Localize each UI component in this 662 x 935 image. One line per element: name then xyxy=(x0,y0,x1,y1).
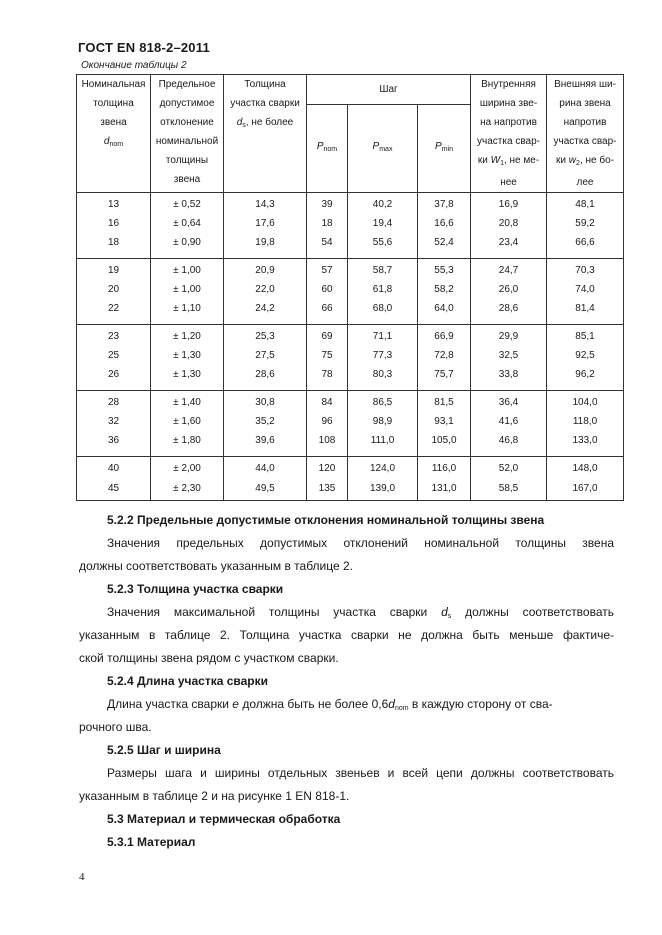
table-cell: 78 xyxy=(307,365,348,385)
section-5-2-2-text: должны соответствовать указанным в таблице 2. xyxy=(79,559,353,573)
table-cell: 36,4 xyxy=(471,391,547,413)
table-cell: 66,6 xyxy=(547,233,624,253)
table-cell: 84 xyxy=(307,391,348,413)
table-cell: 52,4 xyxy=(418,233,471,253)
table-row xyxy=(77,365,624,385)
table-cell: 60 xyxy=(307,280,348,299)
header-weld-thickness: Толщина участка сварки $d_s$, не более xyxy=(224,75,307,193)
table-cell: 44,0 xyxy=(224,457,307,479)
table-cell: 25 xyxy=(77,346,151,365)
table-cell: 167,0 xyxy=(547,478,624,501)
table-cell: 29,9 xyxy=(471,325,547,347)
table-cell: 80,3 xyxy=(348,365,418,385)
table-cell: 16 xyxy=(77,214,151,233)
table-cell: 70,3 xyxy=(547,259,624,281)
table-row xyxy=(77,214,624,233)
table-cell: 96,2 xyxy=(547,365,624,385)
table-cell: 13 xyxy=(77,193,151,215)
table-cell: 59,2 xyxy=(547,214,624,233)
table-cell: 37,8 xyxy=(418,193,471,215)
table-cell: 57 xyxy=(307,259,348,281)
table-cell: 66 xyxy=(307,299,348,319)
table-cell: 120 xyxy=(307,457,348,479)
section-5-2-3-text: Значения максимальной толщины участка сварки ds должны соответствовать xyxy=(107,605,614,620)
section-5-2-3-title: 5.2.3 Толщина участка сварки xyxy=(107,582,284,596)
table-cell: 14,3 xyxy=(224,193,307,215)
table-cell: 39,6 xyxy=(224,431,307,451)
table-cell: ± 2,00 xyxy=(151,457,224,479)
table-cell: 93,1 xyxy=(418,412,471,431)
section-5-2-5-title: 5.2.5 Шаг и ширина xyxy=(107,743,221,757)
table-row xyxy=(77,457,624,479)
table-cell: 16,6 xyxy=(418,214,471,233)
section-5-2-2-text: Значения предельных допустимых отклонений номинальной толщины звена xyxy=(107,536,614,550)
table-cell: ± 0,90 xyxy=(151,233,224,253)
table-cell: 22 xyxy=(77,299,151,319)
table-cell: 108 xyxy=(307,431,348,451)
table-cell: 75,7 xyxy=(418,365,471,385)
table-cell: ± 1,60 xyxy=(151,412,224,431)
table-cell: 26,0 xyxy=(471,280,547,299)
table-cell: ± 1,40 xyxy=(151,391,224,413)
table-cell: ± 1,80 xyxy=(151,431,224,451)
table-cell: 131,0 xyxy=(418,478,471,501)
page-number: 4 xyxy=(79,871,85,883)
table-cell: 54 xyxy=(307,233,348,253)
table-cell: 55,3 xyxy=(418,259,471,281)
table-cell: ± 1,30 xyxy=(151,346,224,365)
table-cell: 17,6 xyxy=(224,214,307,233)
table-cell: 98,9 xyxy=(348,412,418,431)
section-5-2-4-text: рочного шва. xyxy=(79,720,152,734)
table-cell: 66,9 xyxy=(418,325,471,347)
table-cell: 58,2 xyxy=(418,280,471,299)
header-nominal-thickness: Номинальная толщина звена $d_{nom}$ xyxy=(77,75,151,193)
table-cell: ± 1,20 xyxy=(151,325,224,347)
table-row xyxy=(77,346,624,365)
table-cell: 35,2 xyxy=(224,412,307,431)
table-cell: 40,2 xyxy=(348,193,418,215)
table-row xyxy=(77,391,624,413)
table-cell: 24,2 xyxy=(224,299,307,319)
table-cell: 118,0 xyxy=(547,412,624,431)
table-cell: 49,5 xyxy=(224,478,307,501)
document-code: ГОСТ EN 818-2–2011 xyxy=(78,40,210,55)
header-p-nom: $P_{nom}$ xyxy=(307,104,348,193)
table-cell: 45 xyxy=(77,478,151,501)
table-cell: ± 1,30 xyxy=(151,365,224,385)
table-cell: 36 xyxy=(77,431,151,451)
table-row xyxy=(77,299,624,319)
table-cell: ± 2,30 xyxy=(151,478,224,501)
header-p-max: $P_{max}$ xyxy=(348,104,418,193)
table-cell: 39 xyxy=(307,193,348,215)
table-row xyxy=(77,325,624,347)
table-cell: 124,0 xyxy=(348,457,418,479)
table-cell: 28,6 xyxy=(471,299,547,319)
table-cell: 104,0 xyxy=(547,391,624,413)
section-5-2-4-text: Длина участка сварки e должна быть не более 0,6dnom в каждую сторону от сва- xyxy=(107,697,553,712)
table-cell: 55,6 xyxy=(348,233,418,253)
table-body xyxy=(77,193,624,501)
table-cell: 64,0 xyxy=(418,299,471,319)
table-cell: 74,0 xyxy=(547,280,624,299)
table-cell: 85,1 xyxy=(547,325,624,347)
table-cell: 68,0 xyxy=(348,299,418,319)
table-cell: ± 1,00 xyxy=(151,259,224,281)
table-2 xyxy=(76,74,624,501)
table-cell: 133,0 xyxy=(547,431,624,451)
table-caption: Окончание таблицы 2 xyxy=(81,60,187,71)
table-cell: 135 xyxy=(307,478,348,501)
section-5-2-3-text: указанным в таблице 2. Толщина участка сварки не должна быть меньше фактиче- xyxy=(79,628,614,642)
table-cell: 48,1 xyxy=(547,193,624,215)
table-cell: 111,0 xyxy=(348,431,418,451)
table-cell: 32 xyxy=(77,412,151,431)
table-cell: 81,4 xyxy=(547,299,624,319)
header-p-min: $P_{min}$ xyxy=(418,104,471,193)
table-cell: ± 1,10 xyxy=(151,299,224,319)
header-pitch: Шаг xyxy=(307,75,471,105)
table-cell: 25,3 xyxy=(224,325,307,347)
table-cell: 61,8 xyxy=(348,280,418,299)
table-cell: 18 xyxy=(77,233,151,253)
section-5-2-5-text: Размеры шага и ширины отдельных звеньев и всей цепи должны соответствовать xyxy=(107,766,614,780)
table-cell: 139,0 xyxy=(348,478,418,501)
table-cell: 19,4 xyxy=(348,214,418,233)
section-5-2-3-text: ской толщины звена рядом с участком сварки. xyxy=(79,651,339,665)
table-row xyxy=(77,280,624,299)
table-cell: 72,8 xyxy=(418,346,471,365)
table-cell: 23 xyxy=(77,325,151,347)
table-cell: 16,9 xyxy=(471,193,547,215)
header-outer-width: Внешняя ши- рина звена напротив участка свар- ки $w_2$, не бо- лее xyxy=(547,75,624,193)
table-cell: ± 0,52 xyxy=(151,193,224,215)
table-row xyxy=(77,259,624,281)
section-5-2-4-title: 5.2.4 Длина участка сварки xyxy=(107,674,268,688)
table-cell: 33,8 xyxy=(471,365,547,385)
table-cell: 28 xyxy=(77,391,151,413)
table-cell: 20,8 xyxy=(471,214,547,233)
table-cell: 22,0 xyxy=(224,280,307,299)
table-row xyxy=(77,478,624,501)
table-cell: 40 xyxy=(77,457,151,479)
table-cell: 27,5 xyxy=(224,346,307,365)
table-cell: ± 1,00 xyxy=(151,280,224,299)
table-cell: 69 xyxy=(307,325,348,347)
table-cell: 24,7 xyxy=(471,259,547,281)
table-cell: 28,6 xyxy=(224,365,307,385)
table-cell: 19 xyxy=(77,259,151,281)
table-cell: 58,5 xyxy=(471,478,547,501)
table-cell: 71,1 xyxy=(348,325,418,347)
section-5-2-5-text: указанным в таблице 2 и на рисунке 1 EN 818-1. xyxy=(79,789,350,803)
table-cell: 75 xyxy=(307,346,348,365)
table-cell: 19,8 xyxy=(224,233,307,253)
table-cell: 105,0 xyxy=(418,431,471,451)
table-cell: 23,4 xyxy=(471,233,547,253)
table-cell: 96 xyxy=(307,412,348,431)
table-cell: 58,7 xyxy=(348,259,418,281)
table-cell: 20,9 xyxy=(224,259,307,281)
table-cell: 18 xyxy=(307,214,348,233)
table-cell: 77,3 xyxy=(348,346,418,365)
table-cell: 46,8 xyxy=(471,431,547,451)
table-row xyxy=(77,431,624,451)
section-5-3-title: 5.3 Материал и термическая обработка xyxy=(107,812,341,826)
table-cell: 86,5 xyxy=(348,391,418,413)
table-cell: 81,5 xyxy=(418,391,471,413)
table-cell: 32,5 xyxy=(471,346,547,365)
section-5-2-2-title: 5.2.2 Предельные допустимые отклонения номинальной толщины звена xyxy=(107,513,545,527)
header-tolerance: Предельное допустимое отклонение номинальной толщины звена xyxy=(151,75,224,193)
header-inner-width: Внутренняя ширина зве- на напротив участка свар- ки $W_1$, не ме- нее xyxy=(471,75,547,193)
table-cell: 30,8 xyxy=(224,391,307,413)
table-row xyxy=(77,193,624,215)
table-cell: 41,6 xyxy=(471,412,547,431)
table-cell: 52,0 xyxy=(471,457,547,479)
table-row xyxy=(77,233,624,253)
table-cell: 92,5 xyxy=(547,346,624,365)
section-5-3-1-title: 5.3.1 Материал xyxy=(107,835,196,849)
table-cell: 26 xyxy=(77,365,151,385)
table-cell: 20 xyxy=(77,280,151,299)
table-row xyxy=(77,412,624,431)
table-cell: ± 0,64 xyxy=(151,214,224,233)
table-cell: 148,0 xyxy=(547,457,624,479)
table-cell: 116,0 xyxy=(418,457,471,479)
